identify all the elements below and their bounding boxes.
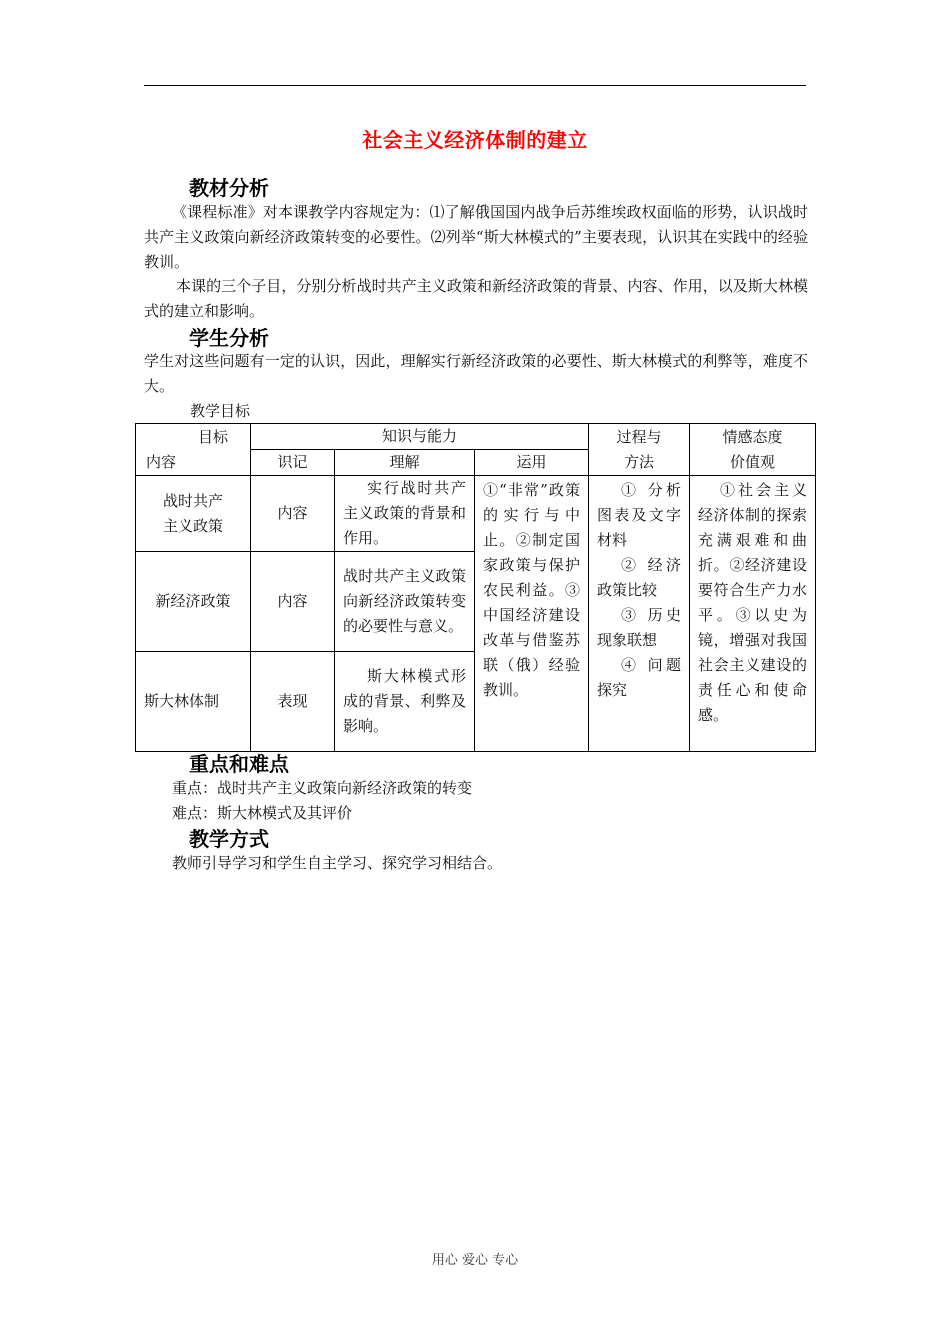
goals-label: 教学目标 [190,402,251,420]
difficulty-text: 难点：斯大林模式及其评价 [172,804,353,822]
heading-teaching-method: 教学方式 [189,827,269,851]
header-emotion-values: 情感态度 价值观 [690,424,816,476]
row-understand: 战时共产主义政策向新经济政策转变的必要性与意义。 [335,552,475,652]
row-understand: 斯大林模式形成的背景、利弊及影响。 [335,652,475,752]
header-knowledge-ability: 知识与能力 [251,424,589,450]
teaching-method-text: 教师引导学习和学生自主学习、探究学习相结合。 [172,854,503,872]
heading-textbook-analysis: 教材分析 [189,176,269,200]
document-title: 社会主义经济体制的建立 [362,128,588,152]
cell-emotion-values: ①社会主义经济体制的探索充满艰难和曲折。②经济建设要符合生产力水平。③以史为镜，增强对我国社会主义建设的责任心和使命感。 [690,476,816,752]
subheader-understand: 理解 [335,450,475,476]
table-row [136,476,816,552]
paragraph-subtopics: 本课的三个子目，分别分析战时共产主义政策和新经济政策的背景、内容、作用，以及斯大林模式的建立和影响。 [144,277,808,320]
row-recall: 表现 [251,652,335,752]
row-recall: 内容 [251,476,335,552]
header-process-method: 过程与 方法 [589,424,690,476]
subheader-recall: 识记 [251,450,335,476]
corner-label-content: 内容 [146,453,177,471]
heading-student-analysis: 学生分析 [189,326,269,350]
row-understand: 实行战时共产主义政策的背景和作用。 [335,476,475,552]
page-footer: 用心 爱心 专心 [431,1253,519,1268]
paragraph-student-analysis: 学生对这些问题有一定的认识，因此，理解实行新经济政策的必要性、斯大林模式的利弊等，难度不大。 [144,352,808,395]
corner-label-goal: 目标 [198,428,229,446]
paragraph-curriculum-standard: 《课程标准》对本课教学内容规定为：⑴了解俄国国内战争后苏维埃政权面临的形势，认识战时共产主义政策向新经济政策转变的必要性。⑵列举“斯大林模式的”主要表现，认识其在实践中的经验教训。 [144,203,808,271]
row-topic: 新经济政策 [136,552,251,652]
row-recall: 内容 [251,552,335,652]
row-topic: 斯大林体制 [136,652,251,752]
row-topic: 战时共产主义政策 [136,476,251,552]
cell-apply: ①“非常”政策的实行与中止。②制定国家政策与保护农民利益。③中国经济建设改革与借鉴苏联（俄）经验教训。 [475,476,589,752]
cell-process-methods: ① 分析图表及文字材料 ② 经济政策比较 ③ 历史现象联想 ④ 问题探究 [589,476,690,752]
key-point-text: 重点：战时共产主义政策向新经济政策的转变 [172,779,473,797]
subheader-apply: 运用 [475,450,589,476]
header-rule [144,85,806,86]
table-corner-cell [136,424,251,476]
heading-key-points: 重点和难点 [189,752,289,776]
goals-table [135,423,816,752]
